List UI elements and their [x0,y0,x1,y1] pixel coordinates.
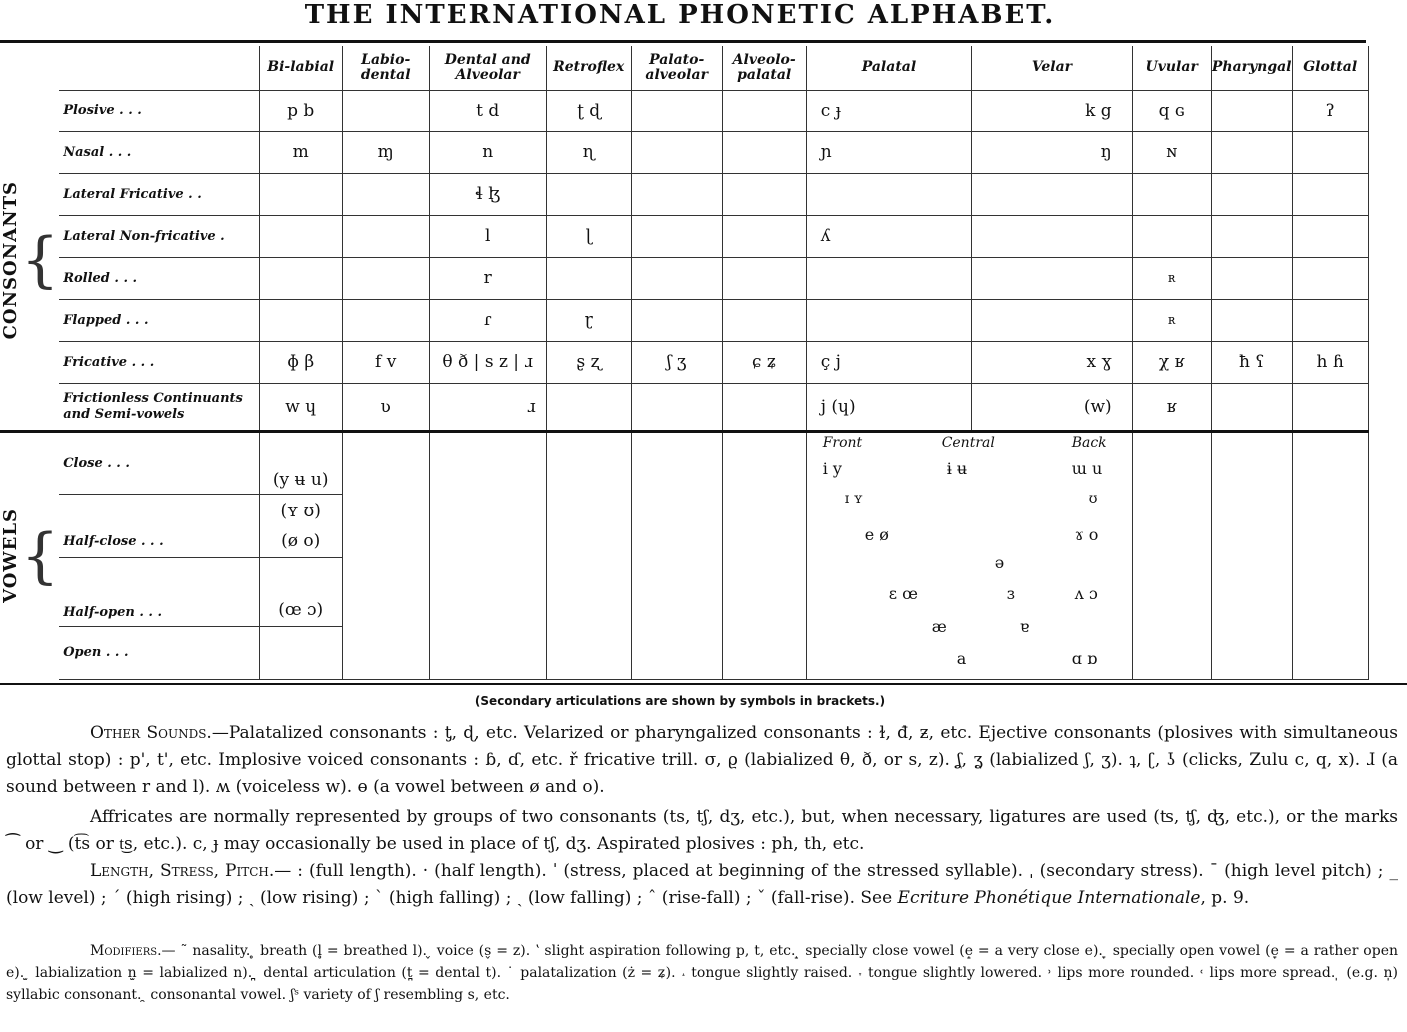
cell: ç j [806,341,972,383]
cell [1132,215,1211,257]
other-sounds: Other Sounds.—Palatalized consonants : ƫ, ɖ, etc. Velarized or pharyngalized consonants : ɫ, đ, ƶ, etc. Ejective consonants (plosives with simultaneous glottal stop) : p', t', etc. Implosive voiced consonants : ɓ, ɗ, etc. ř fricative trill. σ, ϱ (labialized θ, ð, or s, z). ʆ, ʓ (labialized ʃ, ʒ). ʇ, ʗ, ʖ (clicks, Zulu c, q, x). ɺ (a sound between r and l). ʍ (voiceless w). ɵ (a vowel between ø and o). [6,723,1399,797]
cell [631,431,722,679]
row-label: Flapped . . . [59,299,259,341]
cell: ʔ [1292,90,1368,131]
cell: n [429,131,546,173]
cell [1292,257,1368,299]
vowel-header-central: Central [941,434,995,451]
cell [342,431,429,679]
cell: ɽ [546,299,631,341]
cell [1211,299,1292,341]
col-retroflex: Retroflex [546,46,631,90]
cell [722,90,806,131]
col-palatal: Palatal [806,46,972,90]
cell [1211,257,1292,299]
cell [342,257,429,299]
cell: ʈ ɖ [546,90,631,131]
row-plosive [0,90,1368,131]
cell: ɱ [342,131,429,173]
cell [546,431,631,679]
vowels-brace: { [21,431,59,679]
secondary-note: (Secondary articulations are shown by symbols in brackets.) [474,694,886,708]
row-rolled [0,257,1368,299]
vowel-symbol: e ø [864,524,889,544]
row-flapped [0,299,1368,341]
cell [806,173,972,215]
vowel-symbol: ɐ [1019,616,1030,636]
row-label: Plosive . . . [59,90,259,131]
vowel-symbol: i y [822,458,842,478]
cell: θ ð | s z | ɹ [429,341,546,383]
cell: ɳ [546,131,631,173]
row-frictionless [0,383,1368,431]
cell: l [429,215,546,257]
cell [631,299,722,341]
cell: (y ʉ u) [259,431,342,494]
cell [429,431,546,679]
cell: ɾ [429,299,546,341]
cell: ʃ ʒ [631,341,722,383]
cell [722,431,806,679]
row-label: Nasal . . . [59,131,259,173]
row-fricative [0,341,1368,383]
vowel-symbol: ʌ ɔ [1074,583,1098,603]
cell [546,257,631,299]
vowel-symbol: ɪ ʏ [844,490,863,507]
cell [342,299,429,341]
cell [1211,173,1292,215]
cell [1292,131,1368,173]
col-dental-alveolar: Dental and Alveolar [429,46,546,90]
vowel-symbol: ɑ ɒ [1071,648,1098,668]
cell [342,215,429,257]
cell: (œ ɔ) [259,557,342,626]
cell: ɴ [1132,131,1211,173]
row-label: Fricative . . . [59,341,259,383]
vowels-label: VOWELS [0,508,21,604]
cell: (ʏ ʊ) (ø o) [259,494,342,557]
bottom-rule [0,683,1407,685]
row-label: Lateral Non-fricative . [59,215,259,257]
cell [1211,383,1292,431]
vowel-header-back: Back [1071,434,1107,451]
row-lateral-fricative [0,173,1368,215]
cell [631,173,722,215]
cell [972,173,1133,215]
cell: t d [429,90,546,131]
cell: ʁ [1132,383,1211,431]
ipa-chart [0,46,1369,680]
cell [259,626,342,679]
row-label: Rolled . . . [59,257,259,299]
cell: ʀ [1132,257,1211,299]
cell: m [259,131,342,173]
cell [631,131,722,173]
col-pharyngal: Pharyngal [1211,46,1292,90]
cell [722,299,806,341]
cell: h ɦ [1292,341,1368,383]
cell [1292,215,1368,257]
page-title: THE INTERNATIONAL PHONETIC ALPHABET. [304,0,1056,30]
cell [259,215,342,257]
cell: ɸ β [259,341,342,383]
cell [342,173,429,215]
col-palato-alveolar: Palato-alveolar [631,46,722,90]
cell [722,215,806,257]
row-close [0,431,1368,494]
consonants-brace: { [21,224,60,295]
cell: ɬ ɮ [429,173,546,215]
consonants-label: CONSONANTS [0,180,21,339]
cell: r [429,257,546,299]
cell [722,131,806,173]
affricates: Affricates are normally represented by groups of two consonants (ts, tʃ, dʒ, etc.), but, when necessary, ligatures are used (ʦ, ʧ, ʤ, etc.), or the marks ⁀ or ‿ (t͡s or t͜s, etc.). c, ɟ may occasionally be used in place of tʃ, dʒ. Aspirated plosives : ph, th, etc. [6,807,1398,854]
cell [1211,131,1292,173]
row-label: Half-open . . . [59,557,259,626]
cell [259,173,342,215]
col-labiodental: Labio-dental [342,46,429,90]
cell [972,257,1133,299]
row-label: Open . . . [59,626,259,679]
cell: ʋ [342,383,429,431]
cell [546,173,631,215]
cell: ħ ʕ [1211,341,1292,383]
cell [1211,431,1292,679]
length-stress-pitch: Length, Stress, Pitch.— : (full length). · (half length). ˈ (stress, placed at beginning of the stressed syllable). ˌ (secondary stress). ¯ (high level pitch) ; _ (low level) ; ˊ (high rising) ; ˏ (low rising) ; ˋ (high falling) ; ˎ (low falling) ; ˆ (rise-fall) ; ˇ (fall-rise). See Ecriture Phonétique Internationale, p. 9. [6,861,1398,908]
cell: ɕ ʑ [722,341,806,383]
cell: ɲ [806,131,972,173]
cell: χ ʁ [1132,341,1211,383]
cell [546,383,631,431]
row-label: Close . . . [59,431,259,494]
cell [631,383,722,431]
cell [631,215,722,257]
cell [722,173,806,215]
modifiers: Modifiers.— ˜ nasality. ̥ breath (l̥ = breathed l). ̬ voice (s̬ = z). ʽ slight aspiration following p, t, etc. ̝ specially close vowel (e̝ = a very close e). ̞ specially open vowel (e̞ = a rather open e). ̫ labialization n̫ = labialized n). ̪ dental articulation (t̪ = dental t). ˙ palatalization (ż = ʑ). ˔ tongue slightly raised. ˕ tongue slightly lowered. ˒ lips more rounded. ˓ lips more spread. ̩ (e.g. n̩) syllabic consonant. ̯ consonantal vowel. ʃˢ variety of ʃ resembling s, etc. [6,943,1398,1003]
cell: ɹ [429,383,546,431]
vowel-symbol: ɜ [1006,583,1015,603]
cell: j (ɥ) [806,383,972,431]
cell: p b [259,90,342,131]
vowel-symbol: ə [994,552,1005,572]
row-label: Half-close . . . [59,494,259,557]
vowel-symbol: ɯ u [1071,458,1103,478]
cell: w ɥ [259,383,342,431]
col-uvular: Uvular [1132,46,1211,90]
cell [259,257,342,299]
cell [1292,431,1368,679]
cell: q ɢ [1132,90,1211,131]
cell [1132,431,1211,679]
cell [1292,299,1368,341]
cell [342,90,429,131]
top-rule [0,40,1366,43]
cell [1211,215,1292,257]
col-alveolo-palatal: Alveolo-palatal [722,46,806,90]
vowel-symbol: a [956,648,967,668]
vowel-chart [806,431,1132,679]
row-nasal [0,131,1368,173]
cell [722,257,806,299]
cell: ʎ [806,215,972,257]
cell [631,90,722,131]
row-lateral-nonfricative [0,215,1368,257]
col-velar: Velar [972,46,1133,90]
cell [722,383,806,431]
cell [972,215,1133,257]
cell: ʂ ʐ [546,341,631,383]
vowel-symbol: ɨ ʉ [946,458,968,478]
column-header-row [0,46,1368,90]
cell [1292,383,1368,431]
cell: k g [972,90,1133,131]
cell: ŋ [972,131,1133,173]
cell [806,257,972,299]
cell: x ɣ [972,341,1133,383]
cell: c ɟ [806,90,972,131]
row-label: Lateral Fricative . . [59,173,259,215]
cell: (w) [972,383,1133,431]
cell [972,299,1133,341]
vowel-symbol: ʊ [1088,490,1098,507]
vowel-symbol: ɛ œ [888,583,918,603]
row-label: Frictionless Continuants and Semi-vowels [59,383,259,431]
col-bilabial: Bi-labial [259,46,342,90]
vowel-header-front: Front [822,434,863,451]
cell: ʀ [1132,299,1211,341]
cell [1211,90,1292,131]
col-glottal: Glottal [1292,46,1368,90]
cell [1292,173,1368,215]
vowel-symbol: æ [931,616,947,636]
cell [1132,173,1211,215]
cell [259,299,342,341]
cell [806,299,972,341]
cell: ɭ [546,215,631,257]
cell [631,257,722,299]
vowel-symbol: ɤ o [1074,524,1099,544]
cell: f v [342,341,429,383]
